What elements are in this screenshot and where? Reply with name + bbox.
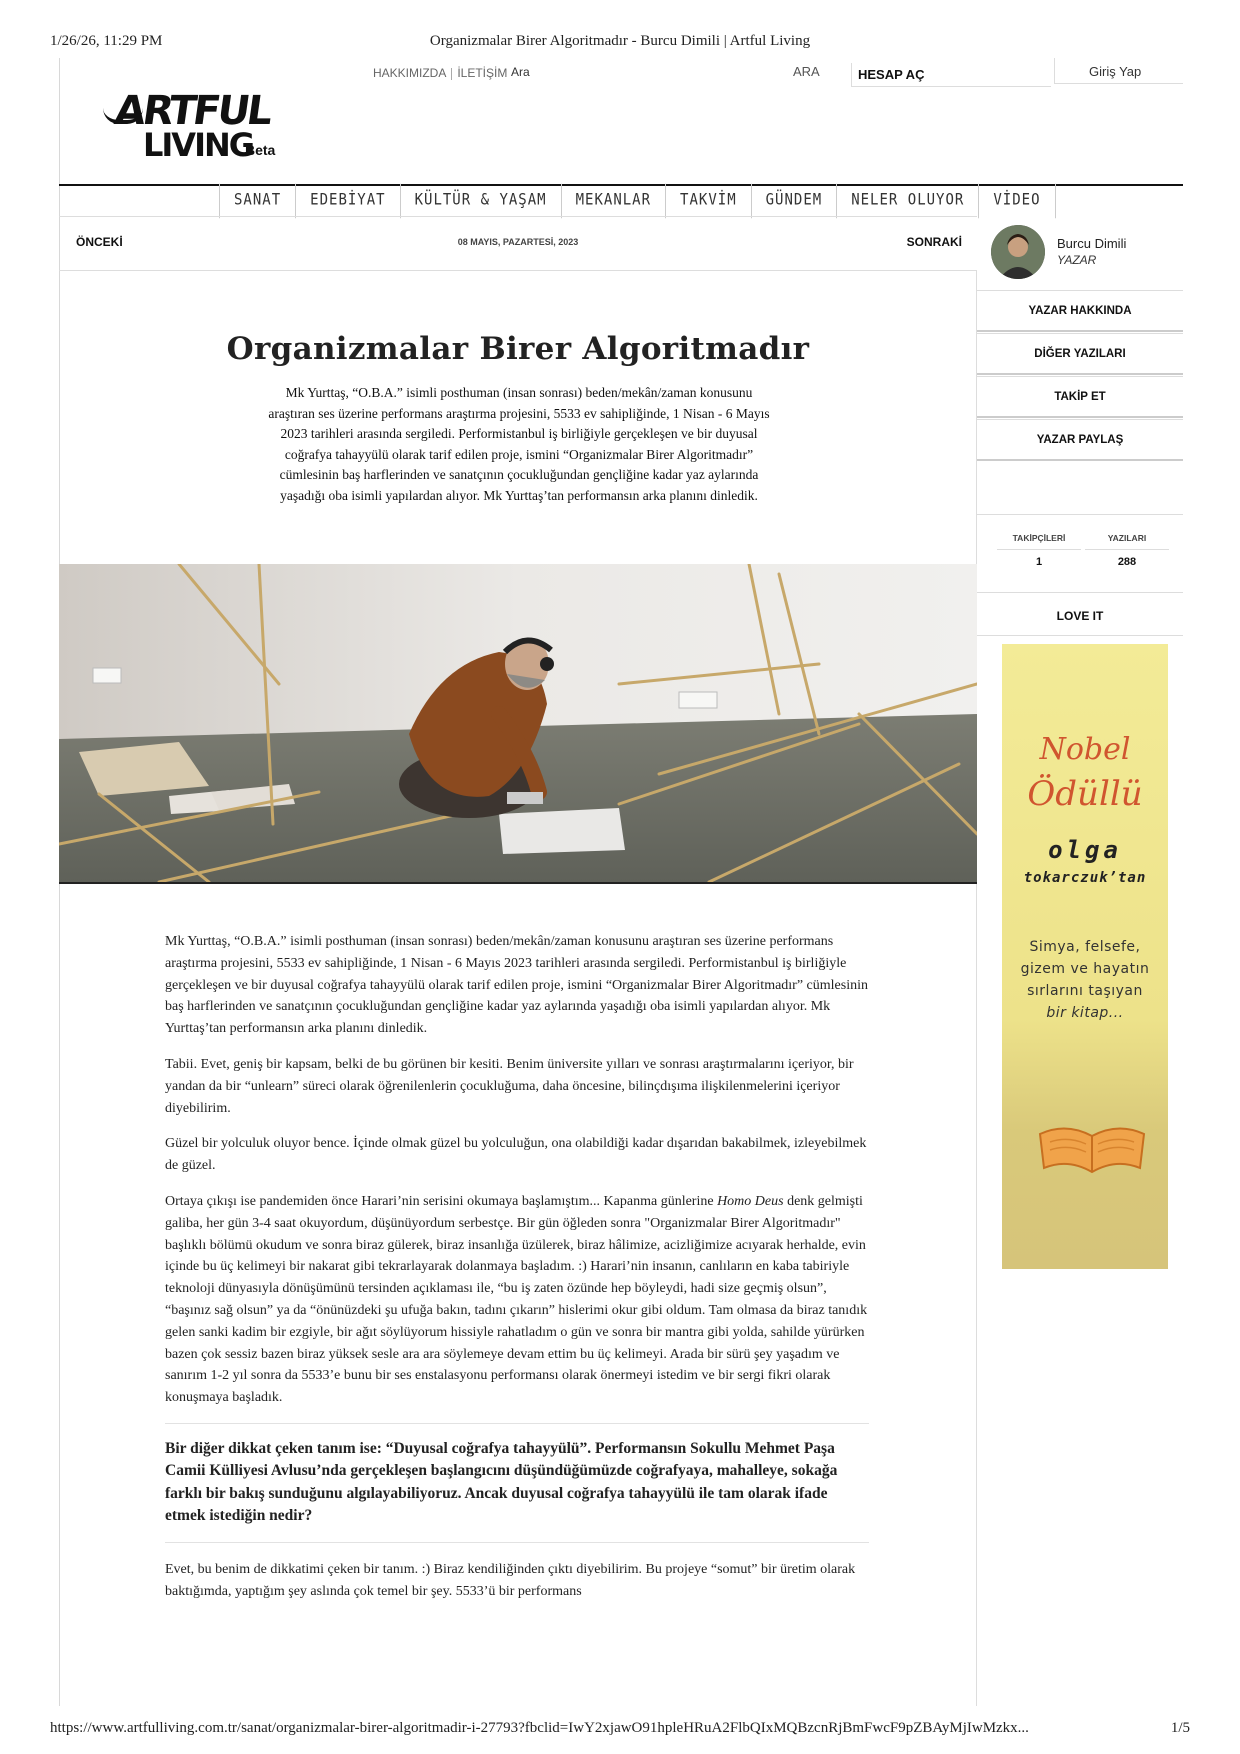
search-button[interactable]: ARA	[793, 64, 820, 79]
artful-living-logo[interactable]	[105, 88, 285, 168]
author-name[interactable]: Burcu Dimili	[1057, 236, 1127, 251]
follow-button[interactable]: TAKİP ET	[977, 376, 1183, 418]
print-url: https://www.artfulliving.com.tr/sanat/organizmalar-birer-algoritmadir-i-27793?fbclid=IwY2xjawO91hpleHRuA2FlbQIxMQBzcnRjBmFwcF9pZBAyMjIwMzkx...	[50, 1720, 1029, 1736]
site-header	[59, 58, 1183, 184]
print-doc-title: Organizmalar Birer Algoritmadır - Burcu Dimili | Artful Living	[429, 33, 811, 49]
top-links	[373, 66, 507, 80]
interview-question: Bir diğer dikkat çeken tanım ise: “Duyusal coğrafya tahayyülü”. Performansın Sokullu Mehmet Paşa Camii Külliyesi Avlusu’nda gerçekleşen başlangıcını düşündüğümüzde coğrafyaya, mahalleye, sokağa farklı bir bakış sunduğunu algılayabiliyoruz. Ancak duyusal coğrafya tahayyülü ile tam olarak ifade etmek istediğin nedir?	[165, 1423, 869, 1543]
logo-line1: ARTFUL	[111, 88, 273, 134]
create-account-button[interactable]: HESAP AÇ	[851, 63, 1051, 87]
ad-tagline-1: Simya, felsefe,	[1029, 939, 1141, 955]
ad-author-last: tokarczuk’tan	[1023, 870, 1147, 886]
about-author-button[interactable]: YAZAR HAKKINDA	[977, 290, 1183, 332]
page	[59, 58, 1183, 1706]
nav-kultur-yasam[interactable]: KÜLTÜR & YAŞAM	[401, 184, 562, 219]
next-article-link[interactable]: SONRAKİ	[906, 235, 962, 249]
avatar-image	[991, 225, 1045, 279]
followers-label: TAKİPÇİLERİ	[997, 533, 1081, 550]
nav-neler-oluyor[interactable]: NELER OLUYOR	[837, 184, 979, 219]
article-photo	[59, 564, 977, 882]
book-advertisement[interactable]	[1002, 644, 1168, 1269]
print-header	[50, 33, 1190, 53]
performance-photo-illustration	[59, 564, 977, 882]
paragraph-5: Evet, bu benim de dikkatimi çeken bir tanım. :) Biraz kendiliğinden çıktı diyebilirim. Bu projeye “somut” bir üretim olarak baktığımda, yaptığım şey aslında çok temel bir şey. 5533’ü bir performans	[165, 1561, 856, 1599]
paragraph-4-rest: denk gelmişti galiba, her gün 3-4 saat okuyordum, düşünüyordum serbestçe. Bir gün öğleden sonra "Organizmalar Birer Algoritmadır" başlıklı bölümü okudum ve sonra biraz gülerek, biraz insanlığa üzülerek, biraz hâlimize, acizliğimize acıyarak herhalde, evin içinde bu üç kelimeyi bir nakarat gibi tekrarlayarak dolanmaya başladım. :) Harari’nin insanın, canlıların en kaba tabiriyle teknoloji dünyasıyla dönüşümünü tersinden açıklaması ile, “bu iş zaten özünde hep böyleydi, hadi size geçmiş olsun”, “başınız sağ olsun” ya da “önünüzdeki şu ufuğa bakın, tadını çıkarın” hislerimi okur gibi oldum. Tam olmasa da biraz tanıdık gelen sanki kadim bir ezgiyle, bir ağıt söylüyorum hissiyle rahatladım o gün ve sonra bir mantra gibi yolda, sahilde yürürken bazen çok sessiz bazen biraz yüksek sesle ara ara söylemeye devam ettim bu üç kelimeyi. Arada bir sürü şey yaşadım ve sanırım 1-2 yıl sonra da 5533’e bunu bir ses enstalasyonu performansı olarak önermeyi istedim ve bir sergi fikri olarak konuşmaya başladık.	[165, 1193, 868, 1406]
previous-article-link[interactable]: ÖNCEKİ	[76, 235, 123, 249]
ad-tagline-2: gizem ve hayatın	[1020, 961, 1150, 977]
share-author-button[interactable]: YAZAR PAYLAŞ	[977, 419, 1183, 461]
avatar[interactable]	[991, 225, 1045, 279]
print-page-number: 1/5	[1170, 1720, 1190, 1736]
author-role: YAZAR	[1057, 253, 1097, 267]
open-book-icon	[1036, 1112, 1148, 1182]
paragraph-4	[165, 1191, 869, 1409]
article-title: Organizmalar Birer Algoritmadır	[226, 331, 810, 367]
nav-gundem[interactable]: GÜNDEM	[752, 184, 838, 219]
nav-sanat[interactable]: SANAT	[219, 184, 296, 219]
ad-author-first: olga	[1048, 836, 1122, 864]
paragraph-4-start: Ortaya çıkışı ise pandemiden önce Harari’nin serisini okumaya başlamıştım... Kapanma günlerine	[165, 1193, 718, 1209]
posts-label: YAZILARI	[1085, 533, 1169, 550]
posts-stat	[1085, 515, 1169, 568]
author-stats	[977, 514, 1183, 592]
paragraph-3: Güzel bir yolculuk oluyor bence. İçinde olmak güzel bu yolculuğun, ona olabildiği kadar dışarıdan bakabilmek, izleyebilmek de güzel.	[165, 1136, 867, 1174]
logo-beta: Beta	[245, 142, 276, 158]
about-link[interactable]: HAKKIMIZDA	[373, 66, 447, 80]
ad-tagline-3: sırlarını taşıyan	[1027, 983, 1143, 999]
book-title: Homo Deus	[717, 1193, 784, 1209]
article-date: 08 MAYIS, PAZARTESİ, 2023	[457, 237, 579, 247]
search-input[interactable]: Ara	[511, 65, 530, 79]
contact-link[interactable]: İLETİŞİM	[457, 66, 508, 80]
nav-edebiyat[interactable]: EDEBİYAT	[296, 184, 400, 219]
login-button[interactable]: Giriş Yap	[1054, 58, 1183, 84]
article-body	[165, 931, 869, 1617]
article-lede: Mk Yurttaş, “O.B.A.” isimli posthuman (insan sonrası) beden/mekân/zaman konusunu araştıran ses üzerine performans araştırma projesini, 5533 ev sahipliğinde, 1 Nisan - 6 Mayıs 2023 tarihleri arasında sergiledi. Performistanbul iş birliğiyle gerçekleşen ve bir duyusal coğrafya tahayyülü olarak tarif edilen proje, ismini “Organizmalar Birer Algoritmadır” cümlesinin baş harflerinden ve sanatçının çocukluğundan gençliğine kadar yaz aylarında yaşadığı oba isimli yapılardan alıyor. Mk Yurttaş’tan performansın arka planını dinledik.	[268, 385, 770, 503]
paragraph-1: Mk Yurttaş, “O.B.A.” isimli posthuman (insan sonrası) beden/mekân/zaman konusunu araştıran ses üzerine performans araştırma projesini, 5533 ev sahipliğinde, 1 Nisan - 6 Mayıs 2023 tarihleri arasında sergiledi. Performistanbul iş birliğiyle gerçekleşen ve bir duyusal coğrafya tahayyülü olarak tarif edilen proje, ismini “Organizmalar Birer Algoritmadır” cümlesinin baş harflerinden ve sanatçının çocukluğundan gençliğine kadar yaz aylarında yaşadığı oba isimli yapılardan alıyor. Mk Yurttaş’tan performansın arka planını dinledik.	[165, 934, 868, 1037]
paragraph-2: Tabii. Evet, geniş bir kapsam, belki de bu görünen bir kesiti. Benim üniversite yılları ve sonrası araştırmalarını içeriyor, bir yandan da bir “unlearn” süreci olarak öğrenilenlerin çocukluğuma, daha öncesine, bilinçdışıma ilişkilenmelerini içeriyor diyebilirim.	[165, 1056, 854, 1116]
followers-count: 1	[1035, 556, 1043, 568]
ad-line-2: Ödüllü	[1027, 774, 1143, 814]
nav-mekanlar[interactable]: MEKANLAR	[562, 184, 666, 219]
photo-rule	[59, 882, 977, 884]
love-it-button[interactable]: LOVE IT	[977, 592, 1183, 636]
posts-count: 288	[1117, 556, 1137, 568]
article	[59, 271, 977, 1706]
nav-video[interactable]: VİDEO	[979, 184, 1055, 219]
followers-stat	[997, 515, 1081, 568]
ad-tagline	[1012, 936, 1158, 1024]
print-datetime: 1/26/26, 11:29 PM	[50, 33, 163, 49]
nav-takvim[interactable]: TAKVİM	[666, 184, 752, 219]
logo-line2: LIVING	[143, 126, 254, 164]
article-nav-bar	[59, 216, 977, 271]
other-posts-button[interactable]: DİĞER YAZILARI	[977, 333, 1183, 375]
print-footer	[50, 1720, 1190, 1740]
main-nav	[219, 186, 1056, 216]
ad-line-1: Nobel	[1039, 732, 1131, 767]
author-card[interactable]	[977, 216, 1183, 290]
link-divider	[451, 68, 452, 80]
ad-tagline-4: bir kitap...	[1046, 1005, 1124, 1021]
